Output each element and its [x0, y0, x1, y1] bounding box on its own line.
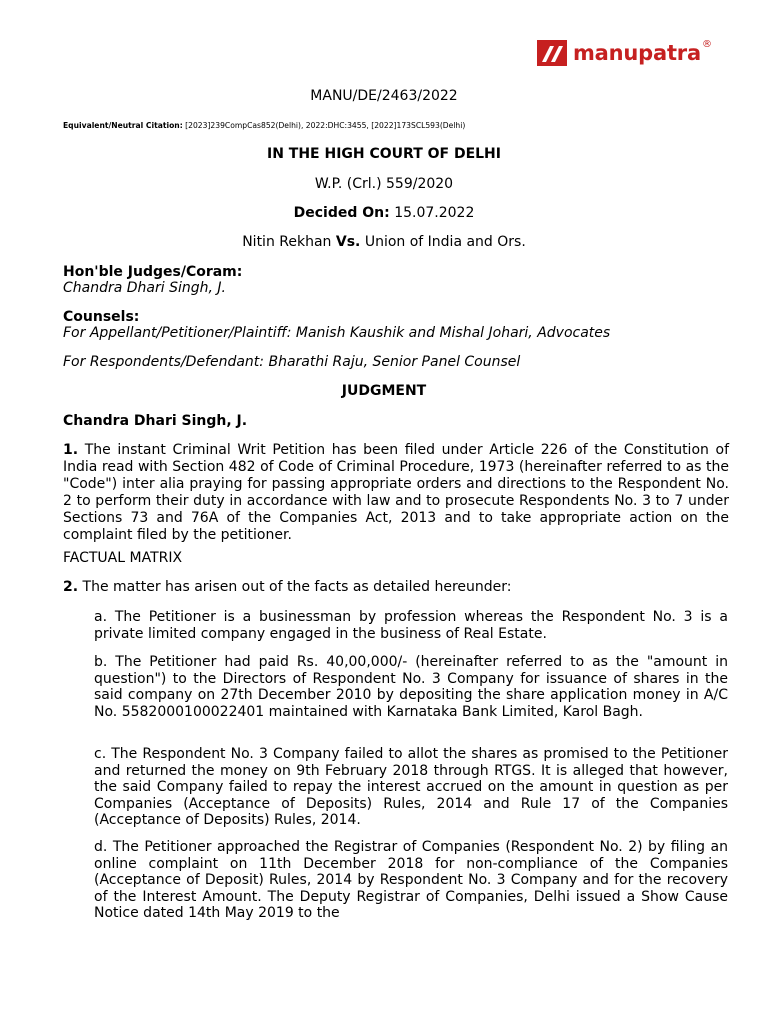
equivalent-citation	[63, 121, 465, 130]
decided-date: 15.07.2022	[394, 205, 475, 221]
case-number: W.P. (Crl.) 559/2020	[314, 176, 454, 192]
section-heading-factual-matrix: FACTUAL MATRIX	[63, 550, 183, 566]
versus: Vs.	[335, 234, 361, 250]
logo-text: manupatra	[573, 41, 701, 65]
party-petitioner: Nitin Rekhan	[242, 234, 332, 250]
manu-id: MANU/DE/2463/2022	[310, 88, 458, 104]
manupatra-logo	[536, 36, 712, 70]
paragraph-1	[63, 442, 729, 544]
paragraph-2-text: The matter has arisen out of the facts as detailed hereunder:	[82, 579, 512, 595]
sub-paragraph-a: a. The Petitioner is a businessman by profession whereas the Respondent No. 3 is a private limited company engaged in the business of Real Estate.	[94, 609, 728, 642]
counsel-respondent: For Respondents/Defendant: Bharathi Raju, Senior Panel Counsel	[63, 354, 521, 370]
decided-label: Decided On:	[293, 205, 390, 221]
paragraph-2-number: 2.	[63, 579, 79, 595]
paragraph-1-text: The instant Criminal Writ Petition has been filed under Article 226 of the Constitution of India read with Section 482 of Code of Criminal Procedure, 1973 (hereinafter referred to as the "Code") inter alia praying for passing appropriate orders and directions to the Respondent No. 2 to perform their duty in accordance with law and to prosecute Respondents No. 3 to 7 under Sections 73 and 76A of the Companies Act, 2013 and to take appropriate action on the complaint filed by the petitioner.	[63, 442, 730, 543]
counsel-appellant: For Appellant/Petitioner/Plaintiff: Manish Kaushik and Mishal Johari, Advocates	[63, 325, 611, 341]
sub-paragraph-b: b. The Petitioner had paid Rs. 40,00,000/- (hereinafter referred to as the "amount in question") to the Directors of Respondent No. 3 Company for issuance of shares in the said company on 27th December 2010 by depositing the share application money in A/C No. 5582000100022401 maintained with Karnataka Bank Limited, Karol Bagh.	[94, 654, 728, 720]
court-name: IN THE HIGH COURT OF DELHI	[266, 146, 501, 162]
citation-value: [2023]239CompCas852(Delhi), 2022:DHC:3455, [2022]173SCL593(Delhi)	[185, 121, 466, 130]
citation-label: Equivalent/Neutral Citation:	[63, 121, 183, 130]
judgment-heading: JUDGMENT	[341, 383, 427, 399]
counsels-label: Counsels:	[63, 309, 140, 325]
sub-paragraph-c: c. The Respondent No. 3 Company failed to allot the shares as promised to the Petitioner and returned the money on 9th February 2018 through RTGS. It is alleged that however, the said Company failed to repay the interest accrued on the amount in question as per Companies (Acceptance of Deposits) Rules, 2014 and Rule 17 of the Companies (Acceptance of Deposits) Rules, 2014.	[94, 746, 728, 828]
logo-registered-mark: ®	[701, 38, 712, 50]
case-parties	[0, 234, 768, 250]
coram-judge: Chandra Dhari Singh, J.	[63, 280, 226, 296]
decided-on	[0, 205, 768, 221]
manupatra-logo-icon	[536, 38, 570, 68]
judgment-author: Chandra Dhari Singh, J.	[63, 413, 248, 429]
party-respondent: Union of India and Ors.	[364, 234, 526, 250]
sub-paragraph-d: d. The Petitioner approached the Registrar of Companies (Respondent No. 2) by filing an online complaint on 11th December 2018 for non-compliance of the Companies (Acceptance of Deposit) Rules, 2014 by Respondent No. 3 Company and for the recovery of the Interest Amount. The Deputy Registrar of Companies, Delhi issued a Show Cause Notice dated 14th May 2019 to the	[94, 839, 728, 921]
paragraph-2	[63, 579, 729, 596]
coram-label: Hon'ble Judges/Coram:	[63, 264, 243, 280]
paragraph-1-number: 1.	[63, 442, 79, 458]
